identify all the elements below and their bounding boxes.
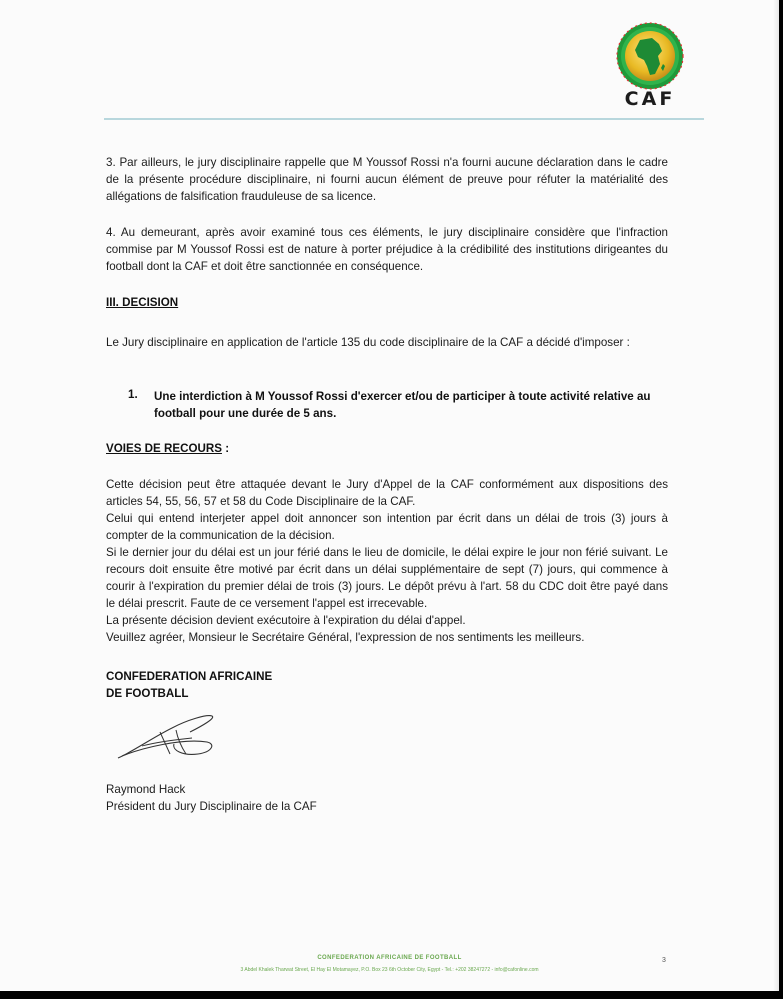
org-name-line-2: DE FOOTBALL xyxy=(106,687,189,700)
header-divider xyxy=(104,118,704,120)
appeal-line: Veuillez agréer, Monsieur le Secrétaire Général, l'expression de nos sentiments les meilleurs. xyxy=(106,631,585,644)
decision-item-text: Une interdiction à M Youssof Rossi d'exercer et/ou de participer à toute activité relative au football pour une durée de 5 ans. xyxy=(154,390,651,420)
paragraph-3: 3. Par ailleurs, le jury disciplinaire rappelle que M Youssof Rossi n'a fourni aucune déclaration dans le cadre de la présente procédure disciplinaire, ni fourni aucun élément de preuve pour réfuter la matérialité des allégations de falsification frauduleuse de sa licence. xyxy=(106,156,668,203)
footer-org-name: CONFEDERATION AFRICAINE DE FOOTBALL xyxy=(317,955,462,961)
signer-title: Président du Jury Disciplinaire de la CAF xyxy=(106,800,317,813)
decision-intro: Le Jury disciplinaire en application de l'article 135 du code disciplinaire de la CAF a décidé d'imposer : xyxy=(106,336,630,349)
appeal-heading: VOIES DE RECOURS xyxy=(106,442,222,455)
appeal-line: Si le dernier jour du délai est un jour férié dans le lieu de domicile, le délai expire le jour non férié suivant. Le recours doit ensuite être motivé par écrit dans un délai supplémentaire de sept (7) jours, qui commence à courir à l'expiration du premier délai de trois (3) jours. Le dépôt prévu à l'art. 58 du CDC doit être payé dans le délai prescrit. Faute de ce versement l'appel est irrecevable. xyxy=(106,546,668,610)
appeal-line: Celui qui entend interjeter appel doit annoncer son intention par écrit dans un délai de trois (3) jours à compter de la communication de la décision. xyxy=(106,512,668,542)
signer-name: Raymond Hack xyxy=(106,783,186,796)
caf-emblem-icon xyxy=(602,20,698,92)
page-number: 3 xyxy=(662,957,666,964)
caf-logo-text: CAF xyxy=(624,88,676,110)
decision-item-number: 1. xyxy=(128,388,138,401)
handwritten-signature xyxy=(112,708,222,768)
caf-logo xyxy=(602,20,698,116)
footer-address: 3 Abdel Khalek Tharwat Street, El Hay El Motamayez, P.O. Box 23 6th October City, Egypt - Tel.: +202 38247272 - info@cafonline.com xyxy=(240,967,539,973)
section-heading-decision: III. DECISION xyxy=(106,296,179,309)
appeal-text-block xyxy=(106,476,668,646)
paragraph-4: 4. Au demeurant, après avoir examiné tous ces éléments, le jury disciplinaire considère que l'infraction commise par M Youssof Rossi est de nature à porter préjudice à la crédibilité des institutions dirigeantes du football dont la CAF et doit être sanctionnée en conséquence. xyxy=(106,226,668,273)
appeal-line: Cette décision peut être attaquée devant le Jury d'Appel de la CAF conformément aux dispositions des articles 54, 55, 56, 57 et 58 du Code Disciplinaire de la CAF. xyxy=(106,478,668,508)
appeal-heading-row xyxy=(106,442,229,455)
org-name-line-1: CONFEDERATION AFRICAINE xyxy=(106,670,273,683)
appeal-heading-colon: : xyxy=(221,442,230,455)
appeal-line: La présente décision devient exécutoire à l'expiration du délai d'appel. xyxy=(106,614,466,627)
